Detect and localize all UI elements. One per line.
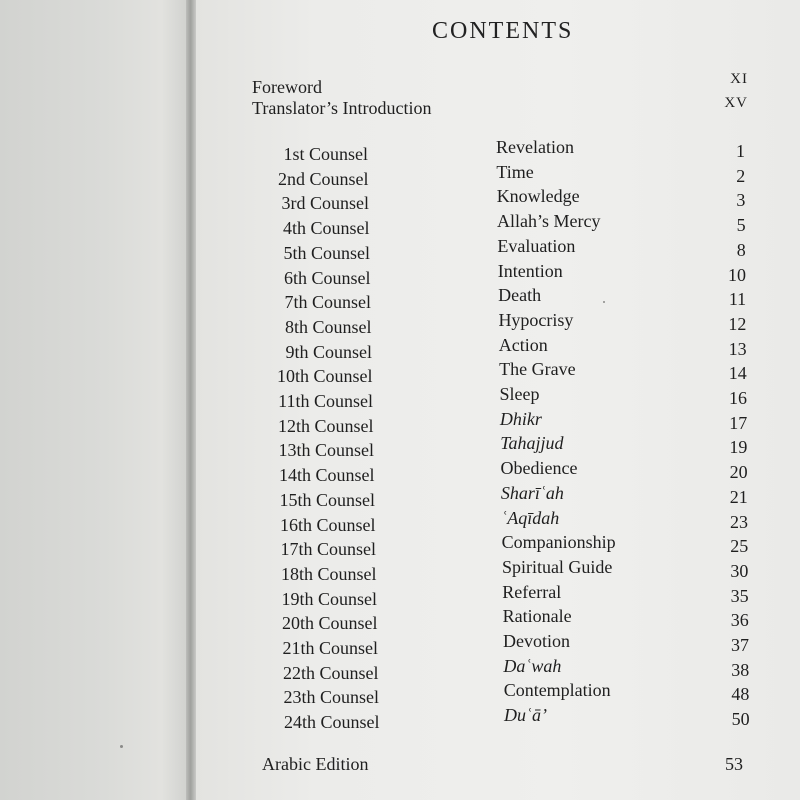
front-matter-label: Translator’s Introduction [252,98,432,118]
counsel-number: 17th Counsel [280,539,376,560]
counsel-number: 15th Counsel [279,489,375,510]
counsel-number: 21th Counsel [282,638,378,658]
counsel-number: 5th Counsel [283,242,370,263]
paper-speck [603,301,605,303]
counsel-title: Duʿā’ [504,705,548,726]
counsel-title: Sleep [499,384,540,404]
counsel-page: 20 [729,462,748,483]
counsel-page: 1 [736,141,745,161]
counsel-page: 48 [731,684,750,705]
back-matter-label: Arabic Edition [262,754,369,774]
counsel-title: Revelation [496,137,574,157]
counsel-number: 1st Counsel [283,144,368,164]
page-title: CONTENTS [432,18,574,44]
counsel-page: 5 [736,215,746,236]
counsel-title: Dhikr [499,408,542,429]
counsel-number: 6th Counsel [283,267,371,288]
counsel-title: Devotion [503,631,570,651]
counsel-number: 14th Counsel [278,465,375,486]
counsel-title: The Grave [499,359,576,380]
counsel-page: 36 [730,610,749,631]
counsel-number: 23th Counsel [283,687,379,708]
counsel-number: 13th Counsel [278,440,374,461]
paper-speck [120,745,123,748]
counsel-title: Obedience [500,458,578,479]
counsel-number: 8th Counsel [284,316,372,337]
counsel-number: 7th Counsel [284,292,371,313]
counsel-title: Spiritual Guide [501,556,613,577]
front-matter-label: Foreword [252,77,322,97]
counsel-number: 3rd Counsel [281,193,369,214]
counsel-number: 24th Counsel [283,712,380,733]
counsel-page: 25 [730,536,749,557]
counsel-title: Time [496,161,534,182]
counsel-title: Intention [497,260,563,281]
counsel-number: 4th Counsel [282,218,370,239]
counsel-title: Tahajjud [500,433,564,454]
counsel-page: 10 [728,264,746,285]
counsel-page: 50 [731,709,750,730]
book-gutter [186,0,196,800]
counsel-title: Rationale [502,606,572,627]
counsel-title: Evaluation [497,235,576,256]
counsel-title: Allah’s Mercy [497,211,601,232]
counsel-number: 19th Counsel [281,588,377,609]
counsel-number: 20th Counsel [281,613,378,634]
counsel-page: 30 [730,560,749,581]
counsel-number: 16th Counsel [279,514,376,535]
counsel-page: 14 [728,363,747,384]
counsel-title: Sharīʿah [500,482,564,503]
counsel-number: 22th Counsel [282,662,379,683]
counsel-number: 10th Counsel [276,366,373,387]
counsel-number: 11th Counsel [278,391,373,411]
counsel-page: 2 [736,165,746,186]
counsel-page: 35 [730,585,749,606]
back-matter-page: 53 [725,754,743,774]
counsel-title: Hypocrisy [498,309,574,330]
counsel-title: Referral [502,581,562,602]
counsel-title: Companionship [501,532,616,553]
left-page [0,0,190,800]
counsel-page: 11 [728,289,747,310]
counsel-title: Death [498,285,542,306]
counsel-page: 3 [736,190,746,211]
front-matter-page: XV [724,95,748,111]
counsel-title: Knowledge [496,186,580,207]
counsel-number: 9th Counsel [285,341,372,362]
counsel-page: 8 [736,239,746,260]
front-matter-page: XI [730,71,748,87]
counsel-page: 12 [728,313,747,334]
counsel-title: Contemplation [503,680,611,701]
counsel-page: 37 [731,635,749,655]
counsel-page: 38 [731,659,750,680]
counsel-page: 21 [729,486,748,507]
counsel-page: 23 [730,511,748,532]
counsel-page: 16 [729,388,747,408]
counsel-number: 12th Counsel [277,415,374,436]
counsel-number: 2nd Counsel [277,168,369,189]
counsel-title: ʿAqīdah [501,507,560,528]
counsel-title: Daʿwah [503,655,562,676]
counsel-page: 13 [728,338,747,359]
counsel-page: 17 [729,412,748,433]
counsel-title: Action [498,334,548,355]
counsel-number: 18th Counsel [280,563,377,584]
counsel-page: 19 [729,437,748,458]
